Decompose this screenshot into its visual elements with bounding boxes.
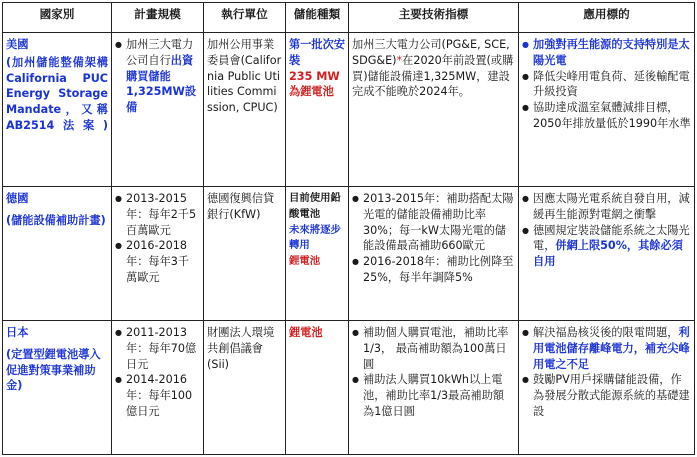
col-border-6: [694, 2, 695, 454]
row-japan-country: [3, 324, 111, 454]
row-usa-scale: [112, 36, 203, 186]
header-tech: 主要技術指標: [398, 7, 469, 21]
japan-application-item-2: ● 鼓勵PV用戶採購儲能設備，作為發展分散式能源系統的基礎建設: [522, 372, 691, 419]
usa-scale-line1: 加州三大電力公司自行: [126, 38, 194, 67]
row-germany-application: [519, 190, 694, 320]
row-germany-storage: [286, 190, 348, 320]
row-japan-application: [519, 324, 694, 454]
japan-tech-item-2: ● 補助法人購買10kWh以上電池，補助比率1/3最高補助額為1億日圓: [352, 372, 515, 419]
japan-tech-item-1: ● 補助個人購買電池，補助比率 1/3， 最高補助額為100萬日圓: [352, 325, 515, 372]
japan-application-item-1: [522, 325, 691, 372]
germany-application-item-2-highlight: 併網上限50%，其餘必須自用: [533, 239, 683, 269]
row-japan-tech: [349, 324, 518, 454]
table-border-bottom: [2, 454, 695, 455]
country-name-japan: 日本: [6, 326, 29, 339]
japan-application-item-1-plain: 解決福島核災後的限電問題，: [533, 326, 679, 339]
usa-application-item-3: ● 協助達成溫室氣體減排目標，2050年排放量低於1990年水準: [522, 100, 691, 132]
row-germany-tech: [349, 190, 518, 320]
germany-application-item-2: [522, 223, 691, 270]
usa-scale-line3: 1,325MW設備: [126, 85, 197, 115]
row-japan-agency: [204, 324, 285, 454]
row-japan-scale: [112, 324, 203, 454]
country-desc-usa: (加州儲能整備架構California PUC Energy Storage Mandate，又稱AB2514法案): [6, 55, 108, 132]
germany-storage-part1: 目前使用鉛酸電池: [289, 192, 341, 220]
row-usa-application: [519, 36, 694, 186]
usa-tech-asterisk: *: [396, 53, 403, 67]
japan-application-item-1-highlight: 利用電池儲存離峰電力，補充尖峰用電之不足: [533, 326, 690, 371]
germany-storage-part2: 未來將逐步轉用: [289, 223, 341, 252]
row-germany-country: [3, 190, 111, 320]
germany-storage-part3: 鋰電池: [289, 255, 321, 268]
usa-scale-line2: 出資購買儲能: [126, 53, 194, 83]
row-germany-agency: [204, 190, 285, 320]
header-country: 國家別: [39, 7, 75, 21]
header-application: 應用標的: [583, 7, 630, 21]
usa-agency-text: 加州公用事業委員會(California Public Utilities Commission, CPUC): [207, 38, 282, 115]
header-scale: 計畫規模: [134, 7, 181, 21]
header-storage-type: 儲能種類: [293, 7, 341, 21]
usa-tech-line1: 加州三大電力公司(PG&E, SCE, SDG&E): [352, 38, 510, 67]
usa-tech-line2: 在2020年前設置(或購買)儲能設備達1,325MW，建設完成不能晚於2024年。: [352, 53, 514, 99]
row-germany-scale: [112, 190, 203, 320]
germany-tech-item-1: ● 2013-2015年：補助搭配太陽光電的儲能設備補助比率 30%；每一kW太陽光電的儲能設備最高補助660歐元: [352, 191, 515, 254]
usa-storage-part2: 235 MW為鋰電池: [289, 69, 340, 99]
germany-tech-item-2: ● 2016-2018年：補助比例降至25%，每半年調降5%: [352, 254, 515, 286]
germany-scale-item-1: ● 2013-2015年：每年2千5百萬歐元: [115, 191, 200, 238]
row-usa-storage: [286, 36, 348, 186]
usa-scale-item: [115, 37, 200, 116]
row-usa-country: [3, 36, 111, 186]
row-usa-agency: [204, 36, 285, 186]
japan-scale-item-2: ● 2014-2016年：每年100億日元: [115, 372, 200, 419]
germany-application-item-2-plain: 德國規定裝設儲能系統之太陽光電，: [533, 223, 690, 253]
country-name-usa: 美國: [6, 38, 29, 51]
country-desc-japan: (定置型鋰電池導入促進對策事業補助金): [6, 347, 101, 393]
germany-agency-text: 德國復興信貸銀行(KfW): [207, 192, 275, 221]
germany-scale-item-2: ● 2016-2018年：每年3千萬歐元: [115, 238, 200, 285]
germany-application-item-1: ● 因應太陽光電系統自發自用，減緩再生能源對電網之衝擊: [522, 191, 691, 223]
usa-tech-text: [352, 37, 515, 100]
usa-application-item-1: ● 加強對再生能源的支持特別是太陽光電: [522, 37, 691, 69]
country-desc-germany: (儲能設備補助計畫): [6, 213, 106, 227]
row-japan-storage: [286, 324, 348, 454]
country-name-germany: 德國: [6, 192, 29, 205]
row-usa-tech: [349, 36, 518, 186]
japan-scale-item-1: ● 2011-2013年：每年70億日元: [115, 325, 200, 372]
japan-storage-type: 鋰電池: [289, 326, 323, 339]
header-agency: 執行單位: [221, 7, 268, 21]
japan-agency-text: 財團法人環境共創倡議會(Sii): [207, 326, 275, 371]
usa-storage-part1: 第一批次安裝: [289, 38, 345, 67]
usa-application-item-2: ● 降低尖峰用電負荷、延後輸配電升級投資: [522, 69, 691, 101]
